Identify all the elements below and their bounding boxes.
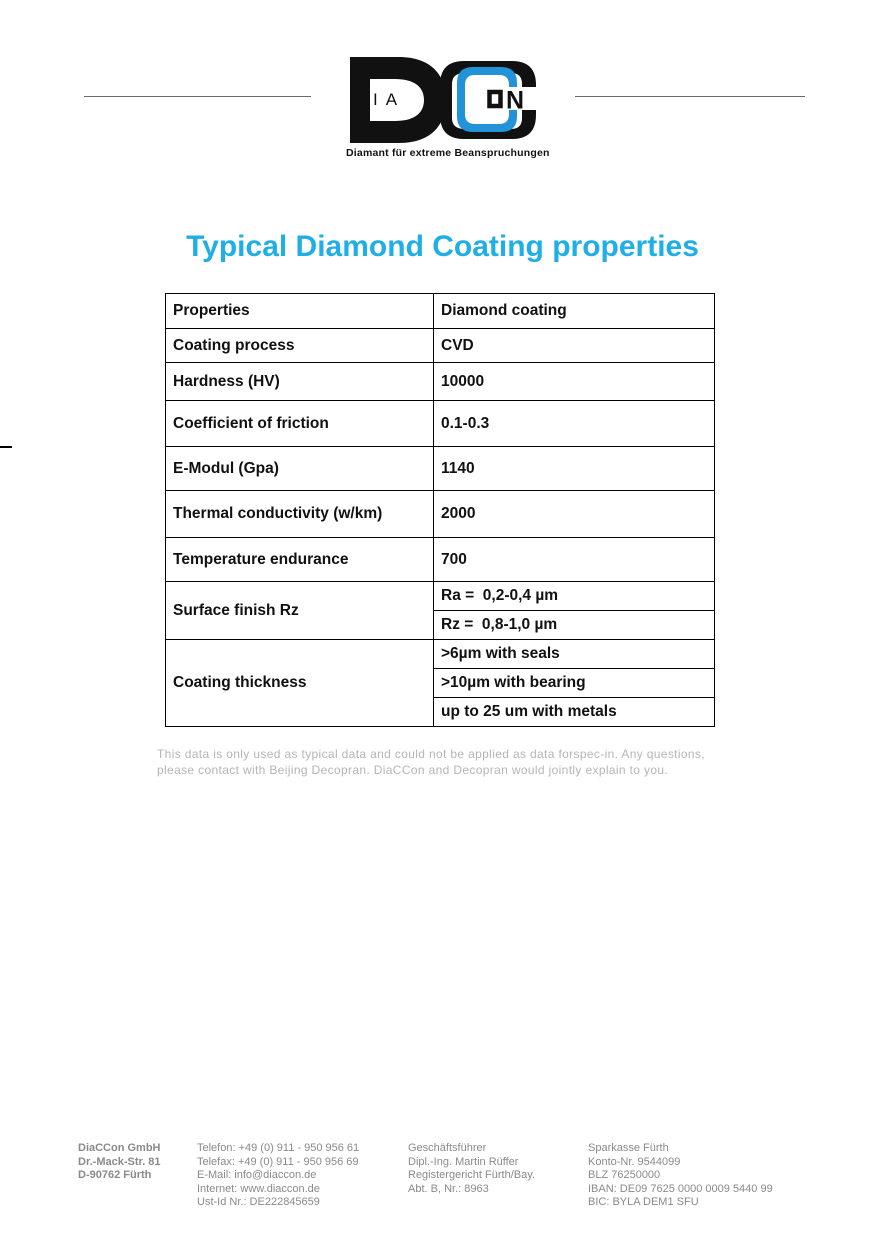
page-title: Typical Diamond Coating properties [186,230,699,263]
property-cell: Coefficient of friction [166,401,434,447]
diaccon-logo [349,54,537,146]
footer-line: DiaCCon GmbH [78,1142,161,1154]
footer-line: IBAN: DE09 7625 0000 0009 5440 99 [588,1182,773,1195]
property-cell: Coating process [166,329,434,363]
value-cell: 10000 [434,363,715,401]
footer-line: BLZ 76250000 [588,1169,661,1181]
value-cell: 2000 [434,491,715,538]
value-cell: Rz = 0,8-1,0 µm [434,611,715,640]
fold-mark [0,446,12,448]
value-cell: CVD [434,329,715,363]
footer-line: Ust-Id Nr.: DE222845659 [197,1196,320,1208]
value-cell: Ra = 0,2-0,4 µm [434,582,715,611]
footer-line: Telefax: +49 (0) 911 - 950 956 69 [197,1155,359,1168]
value-cell: 1140 [434,447,715,491]
value-cell: >10µm with bearing [434,669,715,698]
value-cell: 700 [434,538,715,582]
disclaimer-line: This data is only used as typical data and could not be applied as data forspec-in. Any questions, [157,747,705,761]
logo-letter-o [490,92,501,106]
table-row [166,640,715,669]
table-row [166,329,715,363]
footer-line: E-Mail: info@diaccon.de [197,1169,317,1181]
footer-address [78,1142,161,1183]
value-cell: >6µm with seals [434,640,715,669]
property-cell: Thermal conductivity (w/km) [166,491,434,538]
property-cell: Properties [166,294,434,329]
table-row [166,538,715,582]
table-row [166,363,715,401]
table-row [166,401,715,447]
footer-line: Konto-Nr. 9544099 [588,1155,681,1168]
footer-line: Telefon: +49 (0) 911 - 950 956 61 [197,1142,360,1154]
header-rule-left [84,96,311,97]
table-row [166,491,715,538]
table-row-header [166,294,715,329]
table-row [166,447,715,491]
footer-line: BIC: BYLA DEM1 SFU [588,1196,699,1208]
value-cell: Diamond coating [434,294,715,329]
table-row [166,582,715,611]
footer-line: Geschäftsführer [408,1142,487,1154]
footer-line: Sparkasse Fürth [588,1142,669,1154]
value-cell: 0.1-0.3 [434,401,715,447]
footer-bank [588,1142,773,1210]
property-cell: Coating thickness [166,640,434,727]
footer-line: Dipl.-Ing. Martin Rüffer [408,1155,519,1168]
disclaimer-text [157,746,705,778]
footer-line: Abt. B, Nr.: 8963 [408,1182,489,1195]
property-cell: Surface finish Rz [166,582,434,640]
property-cell: Temperature endurance [166,538,434,582]
footer-line: Registergericht Fürth/Bay. [408,1169,535,1181]
logo-tagline: Diamant für extreme Beanspruchungen [346,147,550,159]
footer-line: D-90762 Fürth [78,1169,152,1181]
property-cell: E-Modul (Gpa) [166,447,434,491]
logo-letter-n: N [506,86,525,115]
value-cell: up to 25 um with metals [434,698,715,727]
footer-contact [197,1142,359,1210]
logo-letters-ia: IA [373,90,406,109]
footer-legal [408,1142,535,1196]
property-cell: Hardness (HV) [166,363,434,401]
disclaimer-line: please contact with Beijing Decopran. DiaCCon and Decopran would jointly explain to you. [157,763,669,777]
header-rule-right [575,96,805,97]
footer-line: Dr.-Mack-Str. 81 [78,1155,161,1168]
properties-table [165,293,715,727]
footer-line: Internet: www.diaccon.de [197,1182,320,1195]
